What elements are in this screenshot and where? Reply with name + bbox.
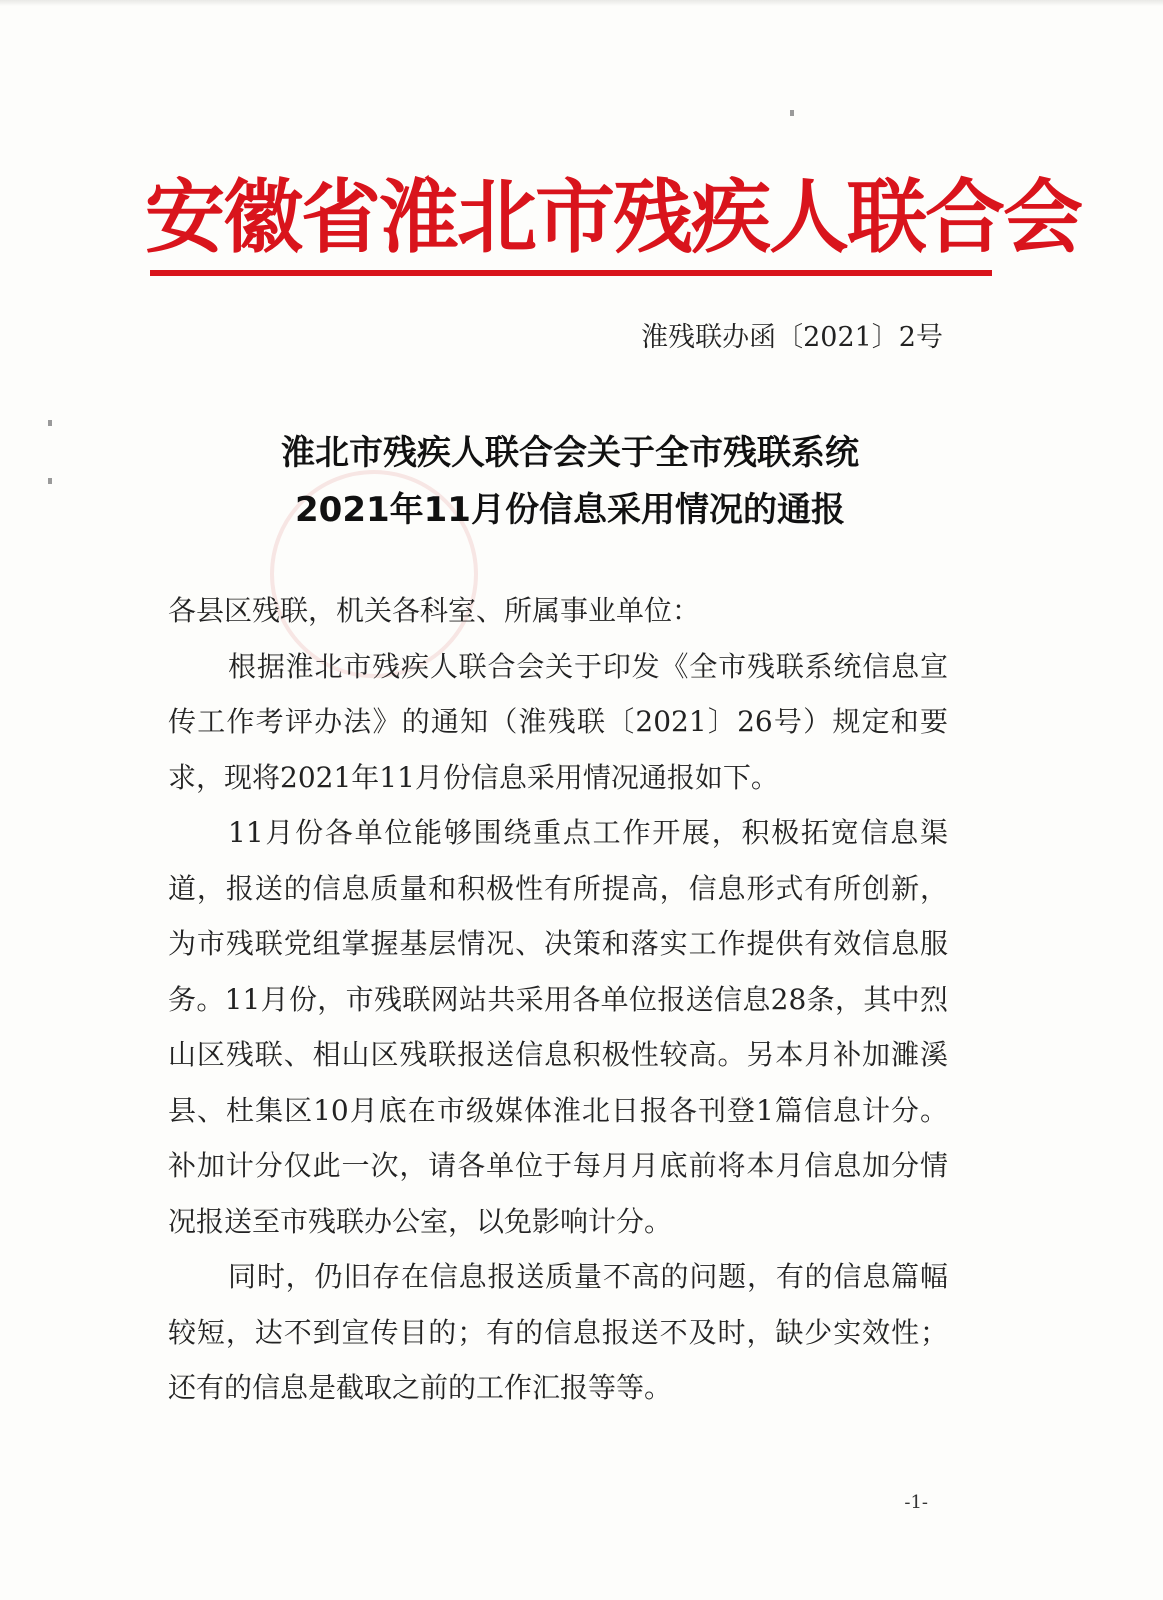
- body-paragraph: 同时，仍旧存在信息报送质量不高的问题，有的信息篇幅较短，达不到宣传目的；有的信息报送不及时，缺少实效性；还有的信息是截取之前的工作汇报等等。: [168, 1260, 948, 1404]
- scan-mark: [48, 478, 52, 484]
- document-title: [150, 425, 990, 539]
- body-paragraph: 11月份各单位能够围绕重点工作开展，积极拓宽信息渠道，报送的信息质量和积极性有所提高，信息形式有所创新，为市残联党组掌握基层情况、决策和落实工作提供有效信息服务。11月份，市残联网站共采用各单位报送信息28条，其中烈山区残联、相山区残联报送信息积极性较高。另本月补加濉溪县、杜集区10月底在市级媒体淮北日报各刊登1篇信息计分。补加计分仅此一次，请各单位于每月月底前将本月信息加分情况报送至市残联办公室，以免影响计分。: [168, 816, 948, 1238]
- document-number: 淮残联办函〔2021〕2号: [641, 322, 943, 353]
- scan-top-edge: [0, 0, 1163, 6]
- masthead-red-rule: [150, 270, 992, 276]
- scan-mark: [48, 420, 52, 426]
- title-line-2: 2021年11月份信息采用情况的通报: [295, 490, 845, 530]
- scan-mark: [790, 110, 794, 116]
- organization-masthead: 安徽省淮北市残疾人联合会: [145, 171, 1081, 264]
- document-body: [168, 583, 948, 1416]
- body-paragraph: 根据淮北市残疾人联合会关于印发《全市残联系统信息宣传工作考评办法》的通知（淮残联〔2021〕26号）规定和要求，现将2021年11月份信息采用情况通报如下。: [168, 649, 948, 794]
- page-number: -1-: [904, 1492, 928, 1513]
- title-line-1: 淮北市残疾人联合会关于全市残联系统: [281, 433, 859, 473]
- salutation: 各县区残联，机关各科室、所属事业单位：: [168, 594, 701, 627]
